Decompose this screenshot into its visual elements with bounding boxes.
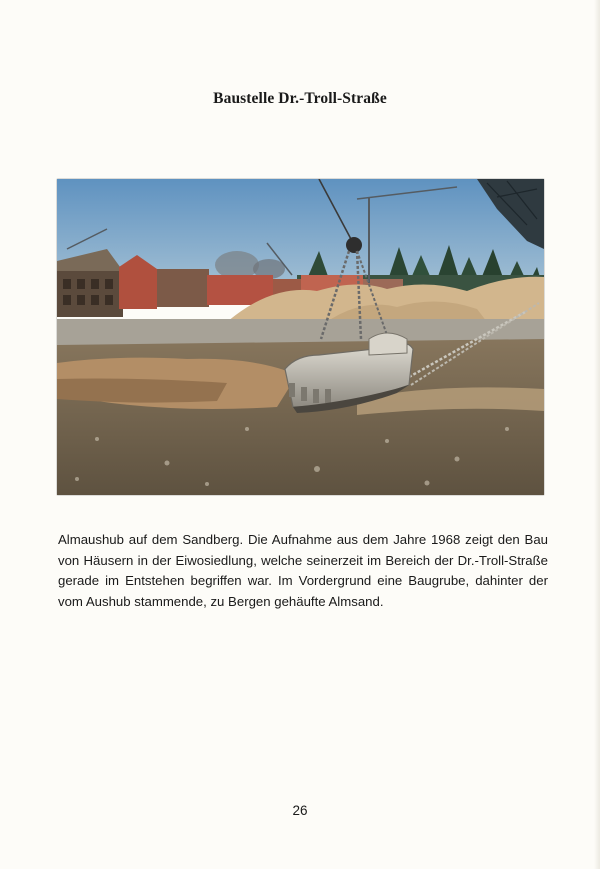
photo-caption: Almaushub auf dem Sandberg. Die Aufnahme aus dem Jahre 1968 zeigt den Bau von Häusern in der Eiwosiedlung, welche seinerzeit im Bereich der Dr.-Troll-Straße gerade im Entstehen begriffen war. Im Vordergrund eine Baugrube, dahinter der vom Aushub stammende, zu Bergen gehäufte Almsand. [58,532,548,609]
page-number: 26 [292,803,308,818]
page-edge-shadow [594,0,600,869]
construction-site-photo [57,179,544,495]
page-title: Baustelle Dr.-Troll-Straße [213,90,387,107]
